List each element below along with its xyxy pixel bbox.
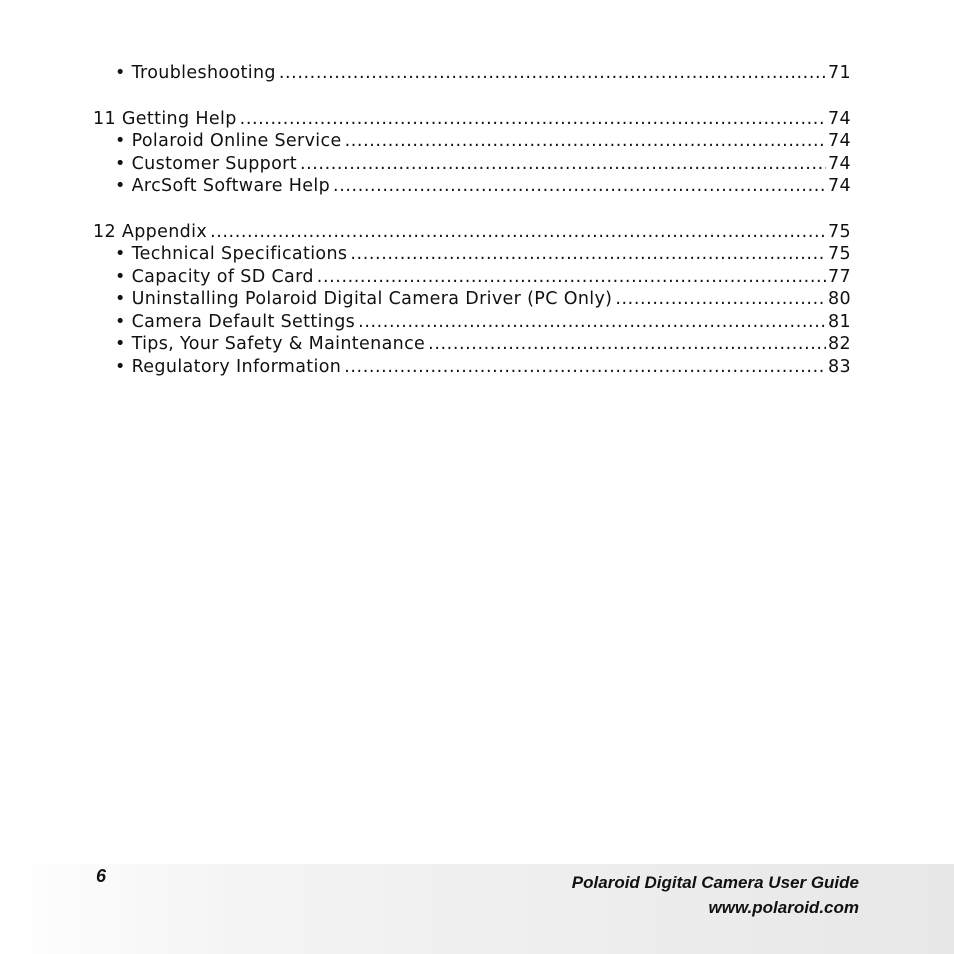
dot-leader xyxy=(615,288,826,311)
dot-leader xyxy=(210,221,826,244)
dot-leader xyxy=(333,175,826,198)
toc-entry-label: 12 Appendix xyxy=(93,221,208,242)
dot-leader xyxy=(344,356,826,379)
toc-entry-label: • Tips, Your Safety & Maintenance xyxy=(115,334,426,354)
toc-entry-label: • Capacity of SD Card xyxy=(115,266,314,287)
toc-section-entry xyxy=(93,288,851,311)
toc-entry-label: 11 Getting Help xyxy=(93,108,237,129)
dot-leader xyxy=(350,243,826,266)
toc-entry-page: 80 xyxy=(828,289,851,309)
toc-entry-page: 74 xyxy=(828,176,851,196)
toc-entry-page: 74 xyxy=(828,108,851,129)
dot-leader xyxy=(358,311,826,334)
toc-entry-label: • Uninstalling Polaroid Digital Camera Driver (PC Only) xyxy=(115,289,613,309)
toc-section-entry xyxy=(93,62,851,85)
toc-entry-label: • Polaroid Online Service xyxy=(115,131,342,151)
dot-leader xyxy=(279,62,826,85)
table-of-contents xyxy=(93,62,851,378)
toc-entry-label: • Technical Specifications xyxy=(115,244,348,264)
toc-section-entry xyxy=(93,266,851,289)
toc-entry-page: 75 xyxy=(828,221,851,242)
guide-title: Polaroid Digital Camera User Guide xyxy=(571,873,859,892)
toc-entry-page: 74 xyxy=(828,153,851,174)
footer-guide xyxy=(572,870,859,920)
toc-section-entry xyxy=(93,130,851,153)
toc-entry-page: 75 xyxy=(828,244,851,264)
toc-section-entry xyxy=(93,175,851,198)
toc-chapter-entry xyxy=(93,108,851,131)
toc-entry-label: • ArcSoft Software Help xyxy=(115,176,331,196)
toc-section-entry xyxy=(93,153,851,176)
toc-entry-label: • Troubleshooting xyxy=(115,63,276,83)
toc-entry-page: 81 xyxy=(828,311,851,332)
toc-chapter-entry xyxy=(93,221,851,244)
dot-leader xyxy=(240,108,826,131)
toc-entry-page: 71 xyxy=(828,63,851,83)
toc-section-entry xyxy=(93,311,851,334)
toc-section-entry xyxy=(93,333,851,356)
dot-leader xyxy=(345,130,826,153)
toc-entry-page: 77 xyxy=(828,266,851,287)
toc-entry-page: 83 xyxy=(828,356,851,377)
toc-entry-label: • Camera Default Settings xyxy=(115,311,356,332)
toc-section-entry xyxy=(93,356,851,379)
dot-leader xyxy=(428,333,826,356)
toc-entry-label: • Regulatory Information xyxy=(115,356,342,377)
dot-leader xyxy=(317,266,826,289)
toc-entry-page: 82 xyxy=(828,334,851,354)
dot-leader xyxy=(300,153,826,176)
toc-entry-label: • Customer Support xyxy=(115,153,297,174)
page-number: 6 xyxy=(96,866,107,886)
toc-entry-page: 74 xyxy=(828,131,851,151)
toc-section-entry xyxy=(93,243,851,266)
guide-url: www.polaroid.com xyxy=(708,898,859,917)
